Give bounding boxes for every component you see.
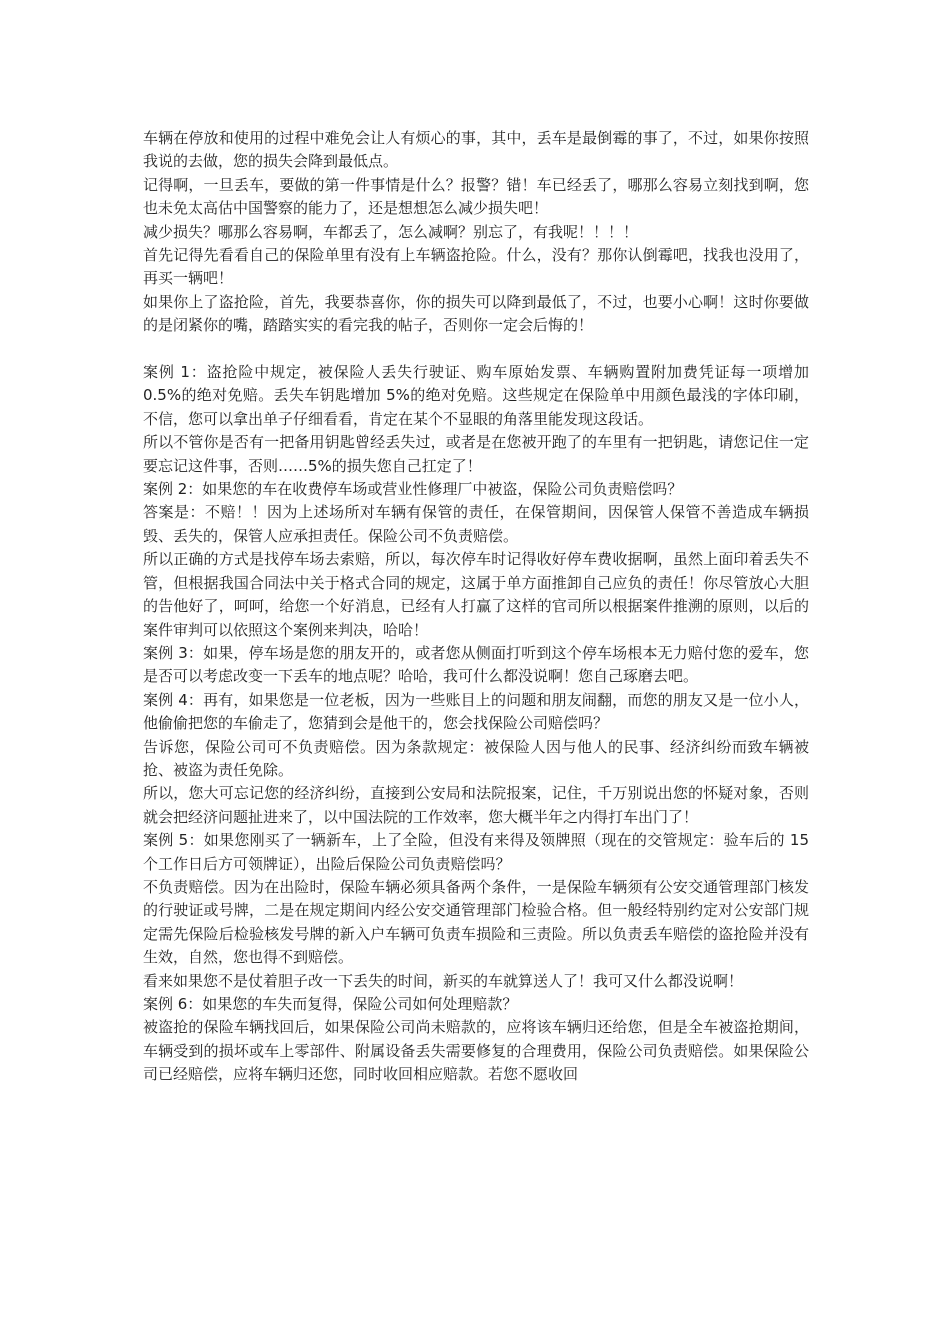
paragraph-case-2-note: 所以正确的方式是找停车场去索赔，所以，每次停车时记得收好停车费收据啊，虽然上面印着丢失不管，但根据我国合同法中关于格式合同的规定，这属于单方面推卸自己应负的责任！你尽管放心大胆的告他好了，呵呵，给您一个好消息，已经有人打赢了这样的官司所以根据案件推溯的原则，以后的案件审判可以依照这个案例来判决，哈哈！ [143,550,809,639]
paragraph-case-5: 案例 5：如果您刚买了一辆新车，上了全险，但没有来得及领牌照（现在的交管规定：验车后的 15 个工作日后方可领牌证），出险后保险公司负责赔偿吗？ [143,831,809,873]
paragraph-case-4-note: 所以，您大可忘记您的经济纠纷，直接到公安局和法院报案，记住，千万别说出您的怀疑对象，否则就会把经济问题扯进来了，以中国法院的工作效率，您大概半年之内得打车出门了！ [143,784,809,826]
paragraph-case-6: 案例 6：如果您的车失而复得，保险公司如何处理赔款？ [143,995,518,1014]
paragraph-case-1-note: 所以不管你是否有一把备用钥匙曾经丢失过，或者是在您被开跑了的车里有一把钥匙，请您记住一定要忘记这件事，否则……5%的损失您自己扛定了！ [143,433,809,475]
blank-line [143,338,809,361]
paragraph-case-3: 案例 3：如果，停车场是您的朋友开的，或者您从侧面打听到这个停车场根本无力赔付您的爱车，您是否可以考虑改变一下丢车的地点呢？哈哈，我可什么都没说啊！您自己琢磨去吧。 [143,643,809,686]
paragraph-intro-1: 车辆在停放和使用的过程中难免会让人有烦心的事，其中，丢车是最倒霉的事了，不过，如果你按照我说的去做，您的损失会降到最低点。 [143,129,809,171]
paragraph-intro-2: 记得啊，一旦丢车，要做的第一件事情是什么？报警？错！车已经丢了，哪那么容易立刻找到啊，您也未免太高估中国警察的能力了，还是想想怎么减少损失吧！ [143,175,809,218]
paragraph-case-5-answer: 不负责赔偿。因为在出险时，保险车辆必须具备两个条件，一是保险车辆须有公安交通管理部门核发的行驶证或号牌，二是在规定期间内经公安交通管理部门检验合格。但一般经特别约定对公安部门规定需先保险后检验核发号牌的新入户车辆可负责车损险和三责险。所以负责丢车赔偿的盗抢险并没有生效，自然，您也得不到赔偿。 [143,877,809,967]
paragraph-case-1: 案例 1：盗抢险中规定，被保险人丢失行驶证、购车原始发票、车辆购置附加费凭证每一项增加 0.5%的绝对免赔。丢失车钥匙增加 5%的绝对免赔。这些规定在保险单中用颜色最浅的字体印刷，不信，您可以拿出单子仔细看看，肯定在某个不显眼的角落里能发现这段话。 [143,363,809,428]
paragraph-case-6-answer: 被盗抢的保险车辆找回后，如果保险公司尚未赔款的，应将该车辆归还给您，但是全车被盗抢期间，车辆受到的损坏或车上零部件、附属设备丢失需要修复的合理费用，保险公司负责赔偿。如果保险公司已经赔偿，应将车辆归还您，同时收回相应赔款。若您不愿收回 [143,1018,809,1084]
paragraph-case-2: 案例 2：如果您的车在收费停车场或营业性修理厂中被盗，保险公司负责赔偿吗？ [143,480,683,499]
paragraph-case-5-note: 看来如果您不是仗着胆子改一下丢失的时间，新买的车就算送人了！我可又什么都没说啊！ [143,971,744,990]
paragraph-case-4: 案例 4：再有，如果您是一位老板，因为一些账目上的问题和朋友闹翻，而您的朋友又是一位小人，他偷偷把您的车偷走了，您猜到会是他干的，您会找保险公司赔偿吗？ [143,690,809,733]
document-body [143,127,809,1087]
paragraph-intro-5: 如果你上了盗抢险，首先，我要恭喜你，你的损失可以降到最低了，不过，也要小心啊！这时你要做的是闭紧你的嘴，踏踏实实的看完我的帖子，否则你一定会后悔的！ [143,292,809,335]
paragraph-intro-4: 首先记得先看看自己的保险单里有没有上车辆盗抢险。什么，没有？那你认倒霉吧，找我也没用了，再买一辆吧！ [143,246,809,288]
paragraph-intro-3: 减少损失？哪那么容易啊，车都丢了，怎么减啊？别忘了，有我呢！！！！ [143,222,639,241]
paragraph-case-2-answer: 答案是：不赔！！因为上述场所对车辆有保管的责任，在保管期间，因保管人保管不善造成车辆损毁、丢失的，保管人应承担责任。保险公司不负责赔偿。 [143,503,809,545]
paragraph-case-4-answer: 告诉您，保险公司可不负责赔偿。因为条款规定：被保险人因与他人的民事、经济纠纷而致车辆被抢、被盗为责任免除。 [143,737,809,779]
